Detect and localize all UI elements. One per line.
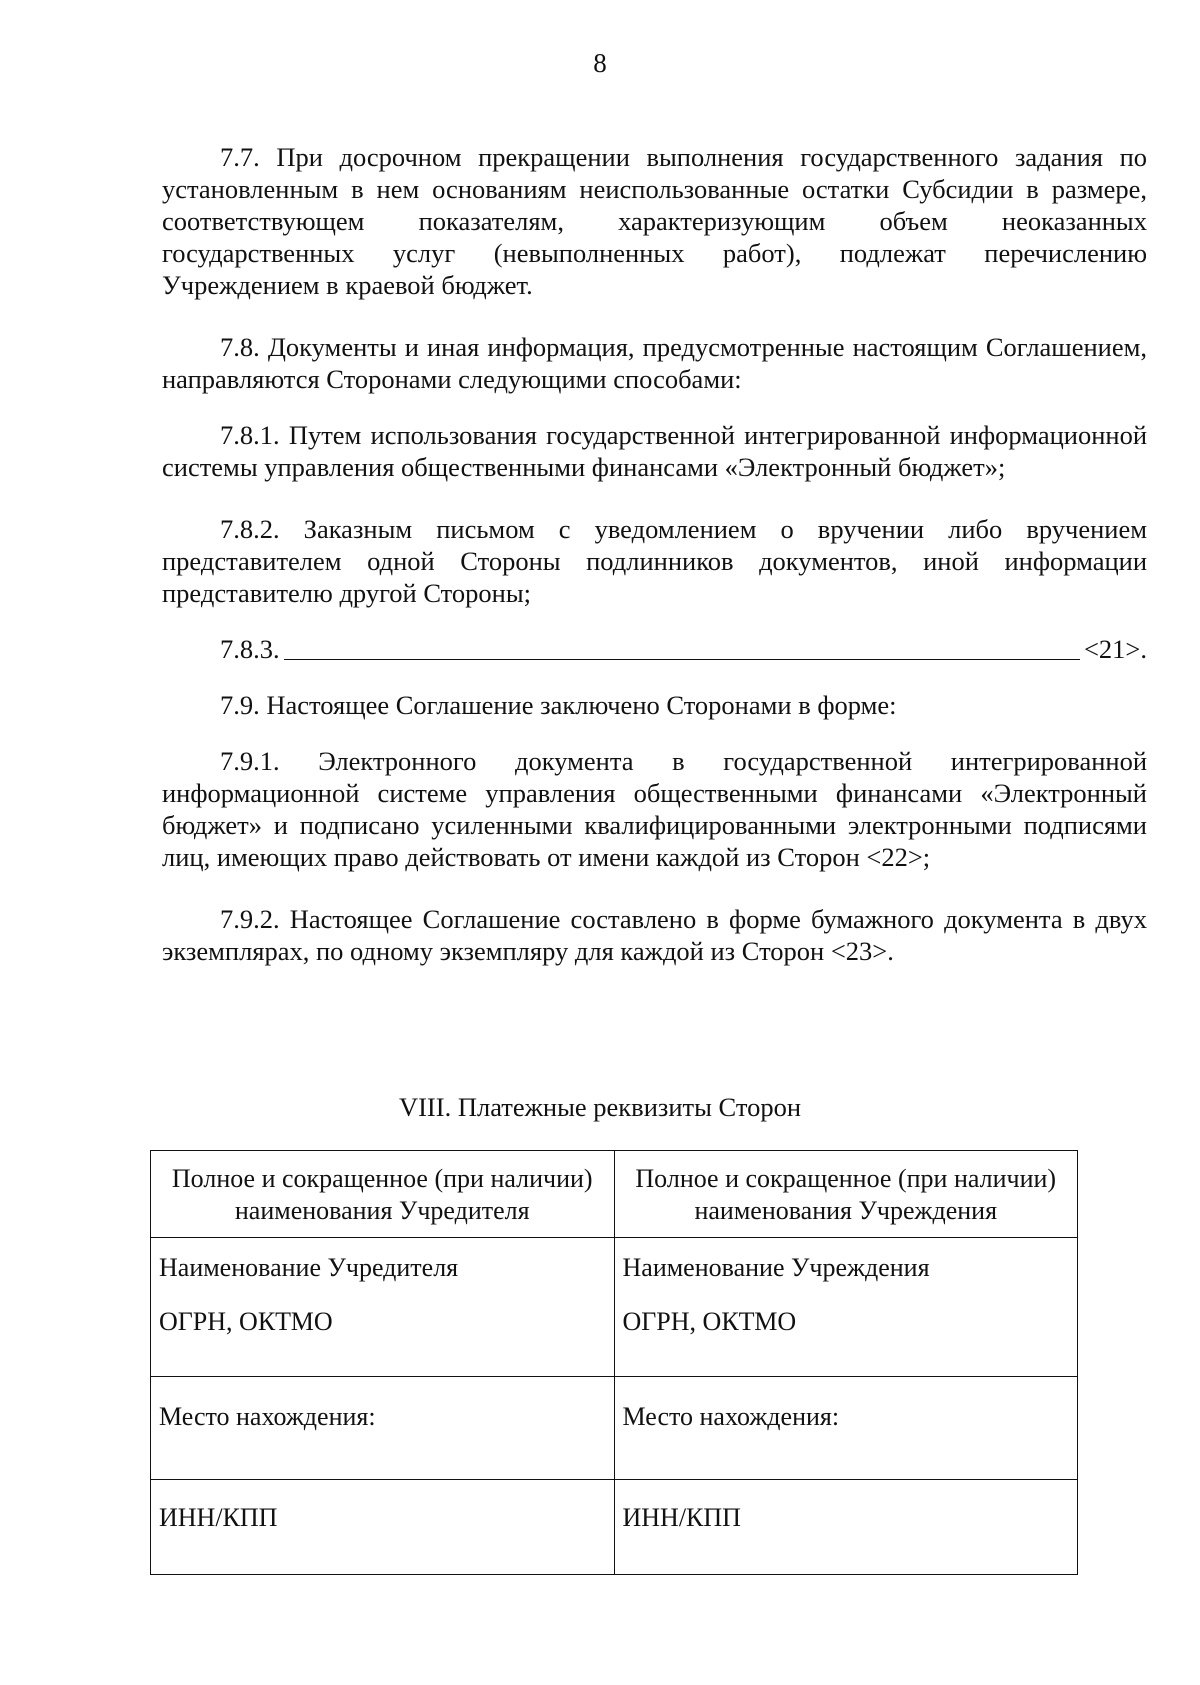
institution-name-cell [614,1238,1078,1377]
section-title: VIII. Платежные реквизиты Сторон [398,1092,802,1122]
paragraph-7-7: 7.7. При досрочном прекращении выполнения государственного задания по установленным в нем основаниям неиспользованные остатки Субсидии в размере, соответствующем показателям, характеризующим объем неоказанных государственных услуг (невыполненных работ), подлежат перечислению Учреждением в краевой бюджет. [162,142,1147,300]
table-header-row [151,1151,1078,1238]
paragraph-7-8: 7.8. Документы и иная информация, предусмотренные настоящим Соглашением, направляются Сторонами следующими способами: [162,332,1147,394]
table-row [151,1238,1078,1377]
table-row [151,1480,1078,1575]
institution-name-label: Наименование Учреждения [622,1253,930,1282]
institution-location-cell: Место нахождения: [614,1377,1078,1480]
payment-details-table [150,1150,1078,1575]
paragraph-7-9-2: 7.9.2. Настоящее Соглашение составлено в форме бумажного документа в двух экземплярах, по одному экземпляру для каждой из Сторон <23>. [162,904,1147,966]
institution-inn-cell: ИНН/КПП [614,1480,1078,1575]
founder-inn-cell: ИНН/КПП [151,1480,615,1575]
paragraph-7-8-2: 7.8.2. Заказным письмом с уведомлением о вручении либо вручением представителем одной Стороны подлинников документов, иной информации представителю другой Стороны; [162,514,1147,608]
paragraph-7-9-1: 7.9.1. Электронного документа в государственной интегрированной информационной системе управления общественными финансами «Электронный бюджет» и подписано усиленными квалифицированными электронными подписями лиц, имеющих право действовать от имени каждой из Сторон <22>; [162,746,1147,872]
footnote-ref-21: <21>. [1083,634,1147,664]
founder-name-cell [151,1238,615,1377]
institution-ogrn-label: ОГРН, ОКТМО [622,1307,797,1336]
page-number: 8 [593,48,607,78]
founder-name-label: Наименование Учредителя [159,1253,459,1282]
paragraph-7-9: 7.9. Настоящее Соглашение заключено Сторонами в форме: [220,690,897,720]
header-institution: Полное и сокращенное (при наличии) наименования Учреждения [614,1151,1078,1238]
table-row [151,1377,1078,1480]
header-founder: Полное и сокращенное (при наличии) наименования Учредителя [151,1151,615,1238]
paragraph-7-8-3 [162,633,1147,665]
paragraph-7-8-1: 7.8.1. Путем использования государственной интегрированной информационной системы управления общественными финансами «Электронный бюджет»; [162,420,1147,482]
document-body [162,141,1147,967]
founder-ogrn-label: ОГРН, ОКТМО [159,1307,333,1336]
paragraph-7-8-3-label: 7.8.3. [220,634,280,664]
founder-location-cell: Место нахождения: [151,1377,615,1480]
blank-fill-line [284,635,1080,660]
